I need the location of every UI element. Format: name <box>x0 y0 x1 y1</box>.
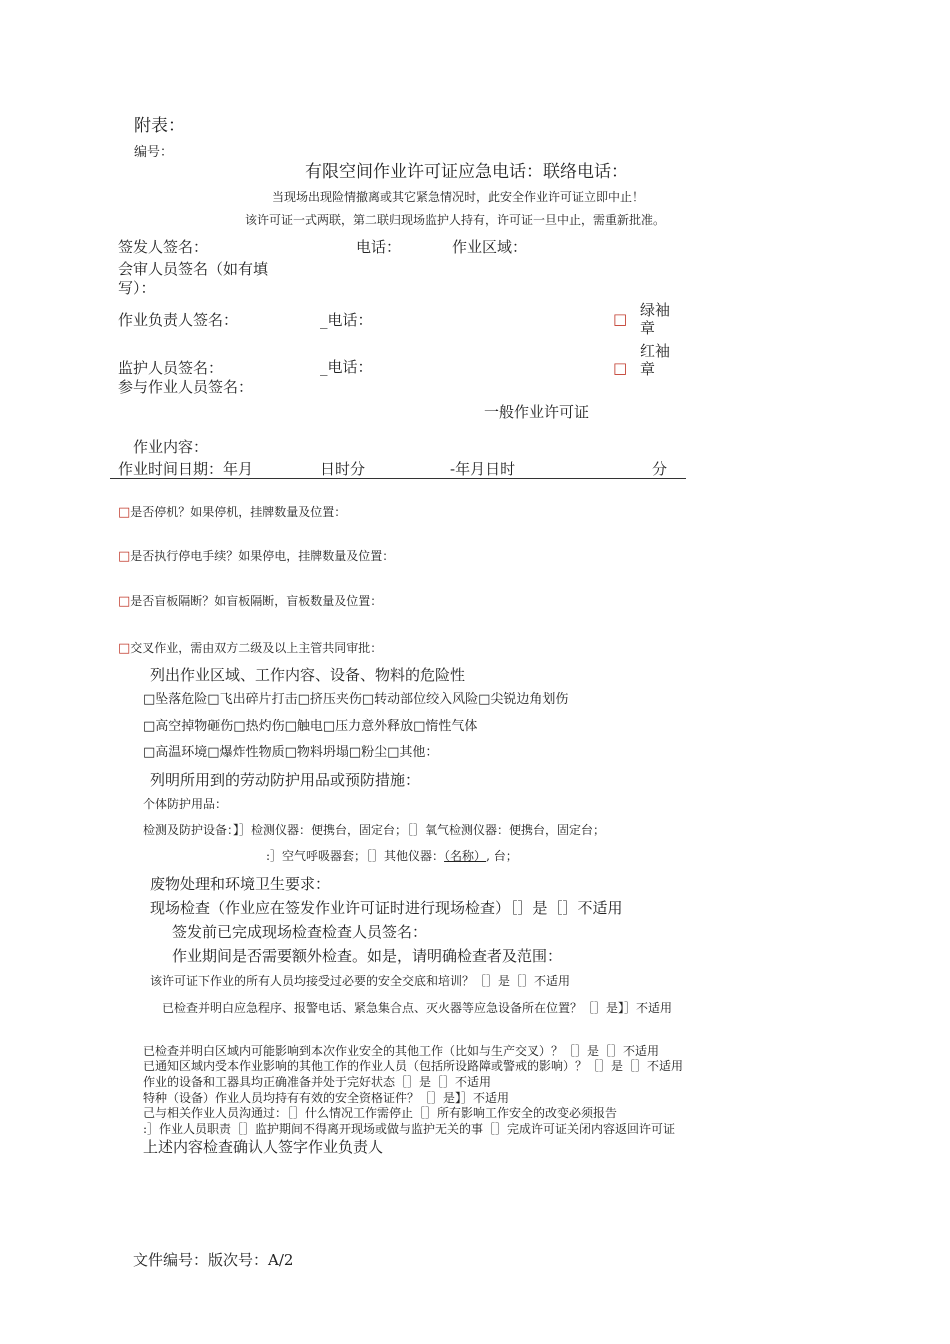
check-item-power-off: □是否执行停电手续？如果停电，挂牌数量及位置： <box>118 549 395 564</box>
green-armband-checkbox[interactable]: □ <box>613 310 628 328</box>
waste-requirements-label: 废物处理和环境卫生要求： <box>150 875 331 893</box>
green-armband-label-cont: 章 <box>640 319 656 337</box>
work-content-label: 作业内容： <box>133 438 209 456</box>
confirm-line-2[interactable]: 已通知区域内受本作业影响的其他工作的作业人员（包括所设路障或警戒的影响）？［］是［］不适用 <box>143 1059 684 1073</box>
hazards-row-2[interactable]: □高空掉物砸伤□热灼伤□触电□压力意外释放□惰性气体 <box>143 719 478 734</box>
hazards-row-3[interactable]: □高温环境□爆炸性物质□物料坍塌□粉尘□其他： <box>143 745 439 760</box>
check-cross-work-checkbox[interactable]: □ <box>118 641 131 656</box>
reviewer-signature-label-cont: 写）： <box>118 279 156 297</box>
appendix-label: 附表： <box>134 116 185 136</box>
check-item-shutdown: □是否停机？如果停机，挂牌数量及位置： <box>118 505 347 520</box>
check-item-blind-plate: □是否盲板隔断？如盲板隔断，盲板数量及位置： <box>118 594 383 609</box>
leader-signature-label: 作业负责人签名： <box>118 311 239 329</box>
work-time-start-cont: 日时分 <box>320 460 366 478</box>
detection-equipment-line[interactable]: 检测及防护设备：】］检测仪器：便携台，固定台；［］氧气检测仪器：便携台，固定台； <box>143 823 606 837</box>
participants-signature-label: 参与作业人员签名： <box>118 378 254 396</box>
red-armband-label-cont: 章 <box>640 360 656 378</box>
green-armband-label: 绿袖 <box>640 301 671 319</box>
personal-ppe-label: 个体防护用品： <box>143 797 228 811</box>
reviewer-signature-label: 会审人员签名（如有填 <box>118 260 269 278</box>
guardian-signature-label: 监护人员签名： <box>118 359 224 377</box>
red-armband-label: 红袖 <box>640 342 671 360</box>
confirm-line-5[interactable]: 己与相关作业人员沟通过：［］什么情况工作需停止［］所有影响工作安全的改变必须报告 <box>143 1106 618 1120</box>
notice-line-1: 当现场出现险情撤离或其它紧急情况时，此安全作业许可证立即中止！ <box>272 190 645 204</box>
site-inspection-line[interactable]: 现场检查（作业应在签发作业许可证时进行现场检查）［］是［］不适用 <box>150 899 623 917</box>
extra-inspection-line: 作业期间是否需要额外检查。如是，请明确检查者及范围： <box>172 947 563 965</box>
serial-number-label: 编号： <box>134 145 174 160</box>
confirm-line-4[interactable]: 特种（设备）作业人员均持有有效的安全资格证件？［］是】］不适用 <box>143 1091 510 1105</box>
work-time-start: 作业时间日期：年月 <box>118 460 254 478</box>
instrument-name-field[interactable]: （名称） <box>444 849 487 863</box>
training-check-line[interactable]: 该许可证下作业的所有人员均接受过必要的安全交底和培训？［］是［］不适用 <box>150 974 571 988</box>
divider <box>110 478 686 479</box>
work-time-end-cont: 分 <box>652 460 668 478</box>
confirm-line-1[interactable]: 已检查并明白区域内可能影响到本次作业安全的其他工作（比如与生产交叉）？［］是［］不适用 <box>143 1044 660 1058</box>
issuer-signature-label: 签发人签名： <box>118 238 209 256</box>
notice-line-2: 该许可证一式两联，第二联归现场监护人持有，许可证一旦中止，需重新批准。 <box>245 213 666 227</box>
work-area-label: 作业区域： <box>452 238 528 256</box>
footer-doc-number: 文件编号：版次号：A/2 <box>133 1251 294 1269</box>
confirm-line-6[interactable]: :］作业人员职责［］监护期间不得离开现场或做与监护无关的事［］完成许可证关闭内容返回许可证 <box>143 1122 676 1136</box>
confirm-line-3[interactable]: 作业的设备和工器具均正确准备并处于完好状态［］是［］不适用 <box>143 1075 492 1089</box>
issuer-phone-label: 电话： <box>356 238 402 256</box>
breathing-apparatus-line: :］空气呼吸器套；［］其他仪器：（名称）, 台； <box>266 849 518 863</box>
page-title: 有限空间作业许可证应急电话：联络电话： <box>305 162 628 182</box>
hazards-heading: 列出作业区域、工作内容、设备、物料的危险性 <box>150 666 466 684</box>
check-blind-plate-checkbox[interactable]: □ <box>118 594 131 609</box>
emergency-check-line[interactable]: 已检查并明白应急程序、报警电话、紧急集合点、灭火器等应急设备所在位置？［］是】］不适用 <box>162 1001 673 1015</box>
final-confirm-signature: 上述内容检查确认人签字作业负责人 <box>143 1138 384 1156</box>
ppe-heading: 列明所用到的劳动防护用品或预防措施： <box>150 771 421 789</box>
guardian-phone-label: _电话： <box>320 358 373 376</box>
check-shutdown-checkbox[interactable]: □ <box>118 505 131 520</box>
check-item-cross-work: □交叉作业，需由双方二级及以上主管共同审批： <box>118 641 383 656</box>
hazards-row-1[interactable]: □坠落危险□飞出碎片打击□挤压夹伤□转动部位绞入风险□尖锐边角划伤 <box>143 692 569 707</box>
leader-phone-label: _电话： <box>320 311 373 329</box>
inspector-signature-label: 签发前已完成现场检查检查人员签名： <box>172 923 428 941</box>
work-time-end: -年月日时 <box>450 460 516 478</box>
check-power-off-checkbox[interactable]: □ <box>118 549 131 564</box>
red-armband-checkbox[interactable]: □ <box>613 359 628 377</box>
general-permit-title: 一般作业许可证 <box>484 403 590 421</box>
